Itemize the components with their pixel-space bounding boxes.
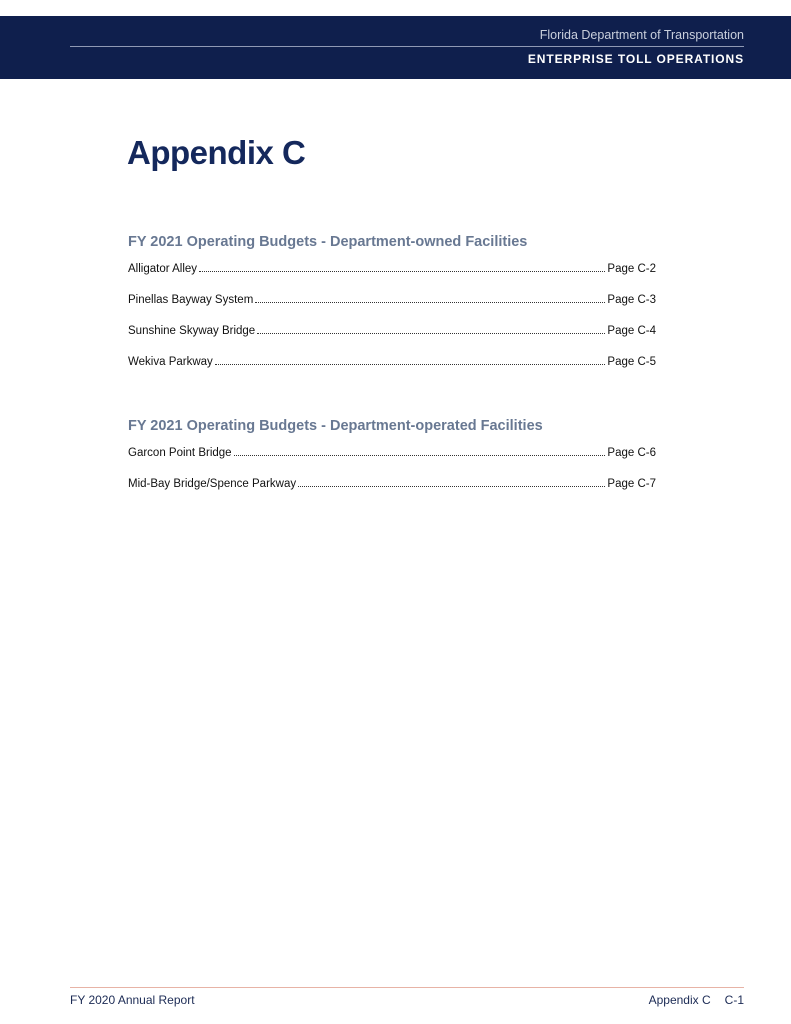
section-heading: FY 2021 Operating Budgets - Department-owned Facilities xyxy=(128,234,528,250)
toc-entry-page: Page C-3 xyxy=(607,294,656,306)
footer-page-number: C-1 xyxy=(724,993,744,1007)
toc-entry-page: Page C-7 xyxy=(607,478,656,490)
toc-entry-label: Alligator Alley xyxy=(128,263,198,275)
section-heading: FY 2021 Operating Budgets - Department-operated Facilities xyxy=(128,418,543,434)
toc-entry-wekiva-parkway[interactable] xyxy=(128,354,656,385)
header-organization: Florida Department of Transportation xyxy=(539,28,744,42)
toc-entry-page: Page C-4 xyxy=(607,325,656,337)
footer-page-reference xyxy=(649,993,744,1007)
toc-entry-label: Sunshine Skyway Bridge xyxy=(128,325,256,337)
toc-entry-mid-bay-bridge[interactable] xyxy=(128,476,656,507)
toc-section-operated xyxy=(128,416,656,507)
footer-report-title: FY 2020 Annual Report xyxy=(70,993,195,1007)
toc-list xyxy=(128,445,656,507)
dot-leader xyxy=(257,332,605,334)
toc-entry-page: Page C-6 xyxy=(607,447,656,459)
dot-leader xyxy=(215,363,606,365)
dot-leader xyxy=(255,301,605,303)
toc-entry-label: Wekiva Parkway xyxy=(128,356,213,368)
header-department: ENTERPRISE TOLL OPERATIONS xyxy=(527,52,744,66)
page-title: Appendix C xyxy=(127,134,306,171)
toc-entry-pinellas-bayway[interactable] xyxy=(128,292,656,323)
toc-entry-label: Garcon Point Bridge xyxy=(128,447,232,459)
toc-entry-page: Page C-2 xyxy=(607,263,656,275)
toc-entry-garcon-point[interactable] xyxy=(128,445,656,476)
footer-section: Appendix C xyxy=(648,993,711,1007)
header-divider xyxy=(70,46,744,47)
dot-leader xyxy=(298,485,605,487)
dot-leader xyxy=(199,270,605,272)
footer-divider xyxy=(70,987,744,988)
toc-list xyxy=(128,261,656,385)
toc-section-owned xyxy=(128,232,656,385)
toc-entry-label: Mid-Bay Bridge/Spence Parkway xyxy=(128,478,297,490)
toc-entry-alligator-alley[interactable] xyxy=(128,261,656,292)
toc-entry-sunshine-skyway[interactable] xyxy=(128,323,656,354)
dot-leader xyxy=(234,454,606,456)
toc-entry-page: Page C-5 xyxy=(607,356,656,368)
toc-entry-label: Pinellas Bayway System xyxy=(128,294,254,306)
page-header-band xyxy=(0,16,791,79)
